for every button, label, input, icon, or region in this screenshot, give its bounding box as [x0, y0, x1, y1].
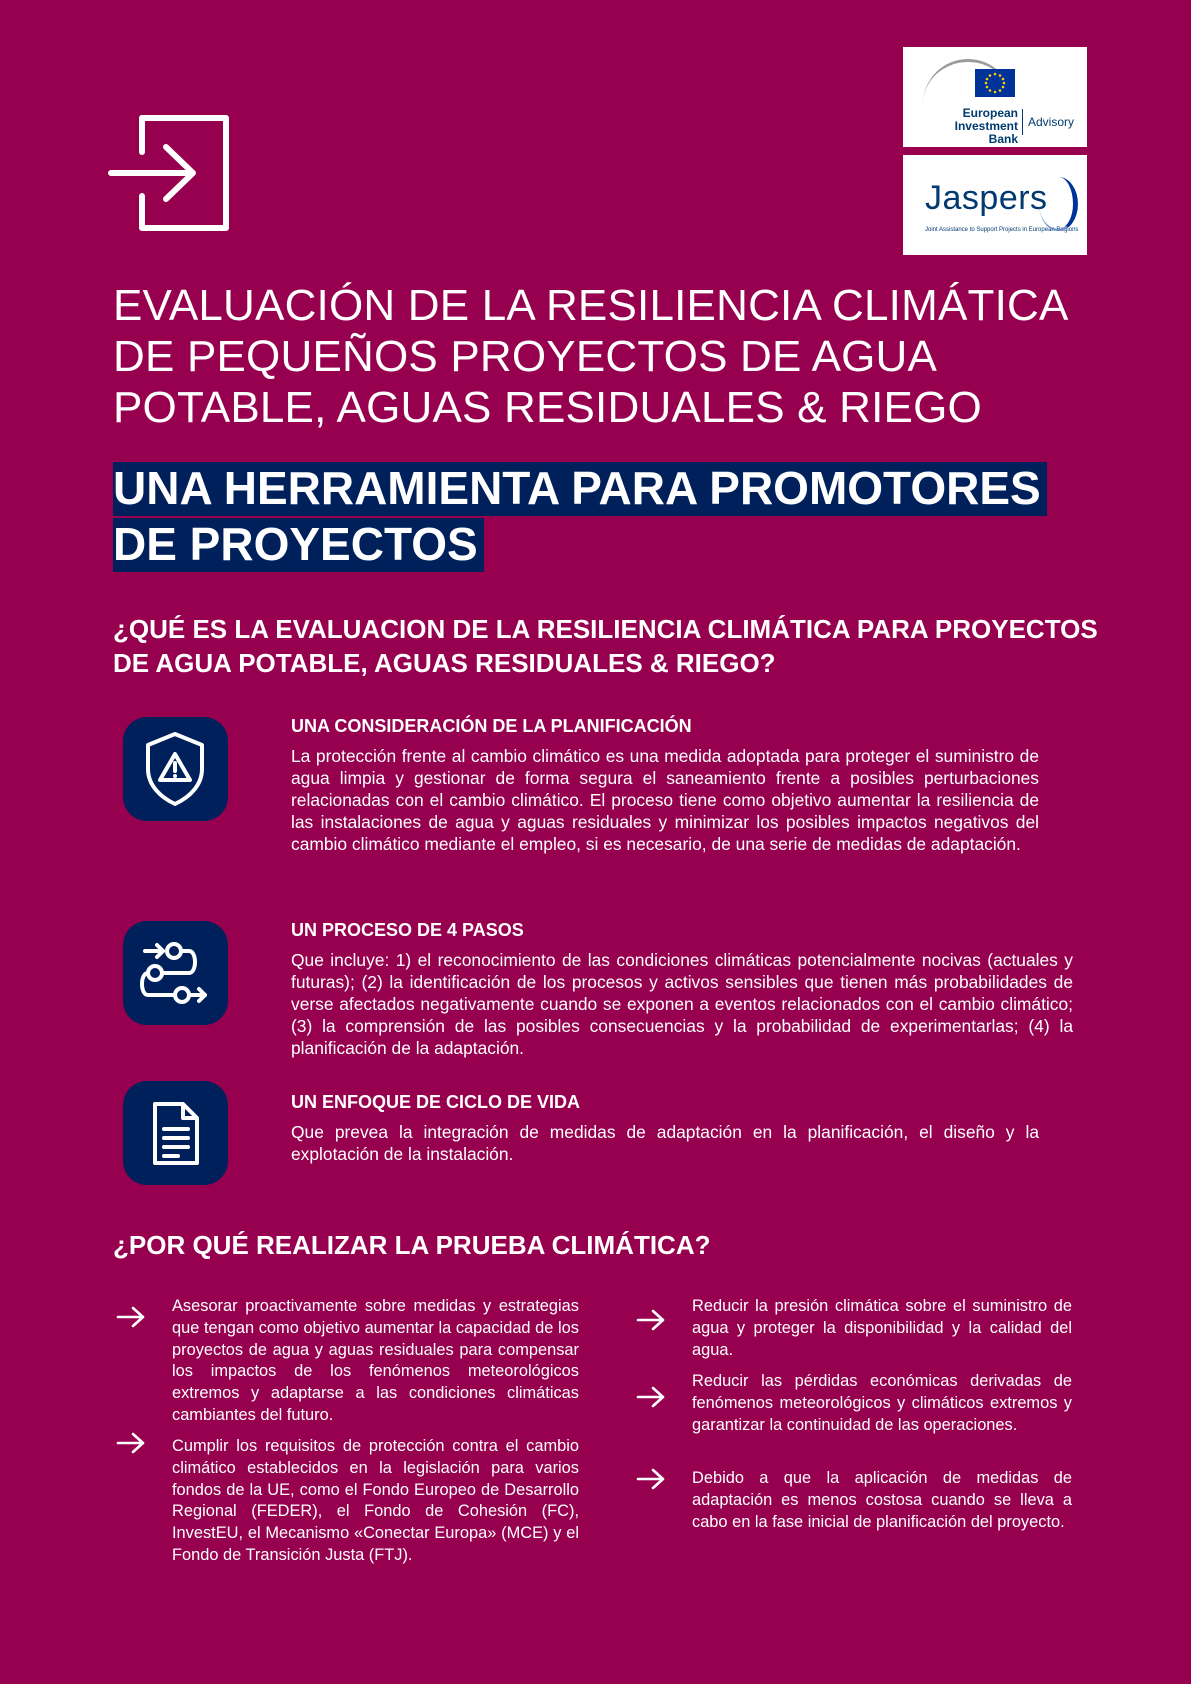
feature-title: UNA CONSIDERACIÓN DE LA PLANIFICACIÓN	[291, 716, 692, 736]
reason-text: Reducir las pérdidas económicas derivadas de fenómenos meteorológicos y climáticos extremos y garantizar la continuidad de las operaciones.	[692, 1372, 1072, 1434]
jaspers-wordmark: Jaspers	[925, 179, 1048, 217]
section-heading-why: ¿POR QUÉ REALIZAR LA PRUEBA CLIMÁTICA?	[113, 1230, 711, 1260]
eib-advisory-label: Advisory	[1028, 115, 1075, 129]
document-icon	[123, 1081, 228, 1185]
eib-name: European Investment Bank	[954, 106, 1018, 146]
eib-advisory-logo	[903, 47, 1087, 147]
eu-flag-icon	[975, 69, 1015, 97]
shield-warning-icon	[123, 717, 228, 821]
feature-text: Que incluye: 1) el reconocimiento de las condiciones climáticas potencialmente nocivas (actuales y futuras); (2) la identificación de los procesos y activos sensibles que tienen más probabilidades de verse afectados negativamente cuando se exponen a eventos relacionados con el cambio climático; (3) la comprensión de las posibles consecuencias y la probabilidad de experimentarlas; (4) la planificación de la adaptación.	[291, 950, 1073, 1058]
arrow-right-icon	[116, 1431, 146, 1455]
reason-text: Asesorar proactivamente sobre medidas y estrategias que tengan como objetivo aumentar la capacidad de los proyectos de agua y aguas residuales para compensar los impactos de los fenómenos meteorológicos extremos y adaptarse a las condiciones climáticas cambiantes del futuro.	[172, 1297, 579, 1424]
feature-text: Que prevea la integración de medidas de adaptación en la planificación, el diseño y la explotación de la instalación.	[291, 1122, 1039, 1164]
arrow-right-icon	[636, 1467, 666, 1491]
arrow-right-icon	[636, 1385, 666, 1409]
reason-text: Debido a que la aplicación de medidas de adaptación es menos costosa cuando se lleva a cabo en la fase inicial de planificación del proyecto.	[692, 1469, 1072, 1531]
subtitle-highlight: UNA HERRAMIENTA PARA PROMOTORES DE PROYECTOS	[113, 462, 1047, 572]
section-heading-what: ¿QUÉ ES LA EVALUACION DE LA RESILIENCIA CLIMÁTICA PARA PROYECTOS DE AGUA POTABLE, AGUAS RESIDUALES & RIEGO?	[113, 614, 1098, 678]
process-flow-icon	[123, 921, 228, 1025]
reason-text: Cumplir los requisitos de protección contra el cambio climático establecidos en la legislación para varios fondos de la UE, como el Fondo Europeo de Desarrollo Regional (FEDER), el Fondo de Cohesión (FC), InvestEU, el Mecanismo «Conectar Europa» (MCE) y el Fondo de Transición Justa (FTJ).	[172, 1437, 579, 1564]
reason-text: Reducir la presión climática sobre el suministro de agua y proteger la disponibilidad y la calidad del agua.	[692, 1297, 1072, 1359]
enter-icon	[108, 114, 232, 234]
feature-title: UN ENFOQUE DE CICLO DE VIDA	[291, 1092, 581, 1112]
jaspers-stars-icon	[1039, 177, 1078, 231]
jaspers-tagline: Joint Assistance to Support Projects in European Regions	[925, 227, 1079, 233]
feature-text: La protección frente al cambio climático es una medida adoptada para proteger el suministro de agua limpia y gestionar de forma segura el saneamiento frente a posibles perturbaciones relacionadas con el cambio climático. El proceso tiene como objetivo aumentar la resiliencia de las instalaciones de agua y aguas residuales y minimizar los posibles impactos negativos del cambio climático mediante el empleo, si es necesario, de una serie de medidas de adaptación.	[291, 746, 1039, 854]
feature-title: UN PROCESO DE 4 PASOS	[291, 920, 524, 940]
jaspers-logo	[903, 155, 1087, 255]
eib-separator	[1022, 109, 1023, 135]
arrow-right-icon	[636, 1308, 666, 1332]
page-title: EVALUACIÓN DE LA RESILIENCIA CLIMÁTICA DE PEQUEÑOS PROYECTOS DE AGUA POTABLE, AGUAS RESIDUALES & RIEGO	[113, 281, 1067, 432]
subtitle	[113, 460, 1073, 572]
arrow-right-icon	[116, 1305, 146, 1329]
